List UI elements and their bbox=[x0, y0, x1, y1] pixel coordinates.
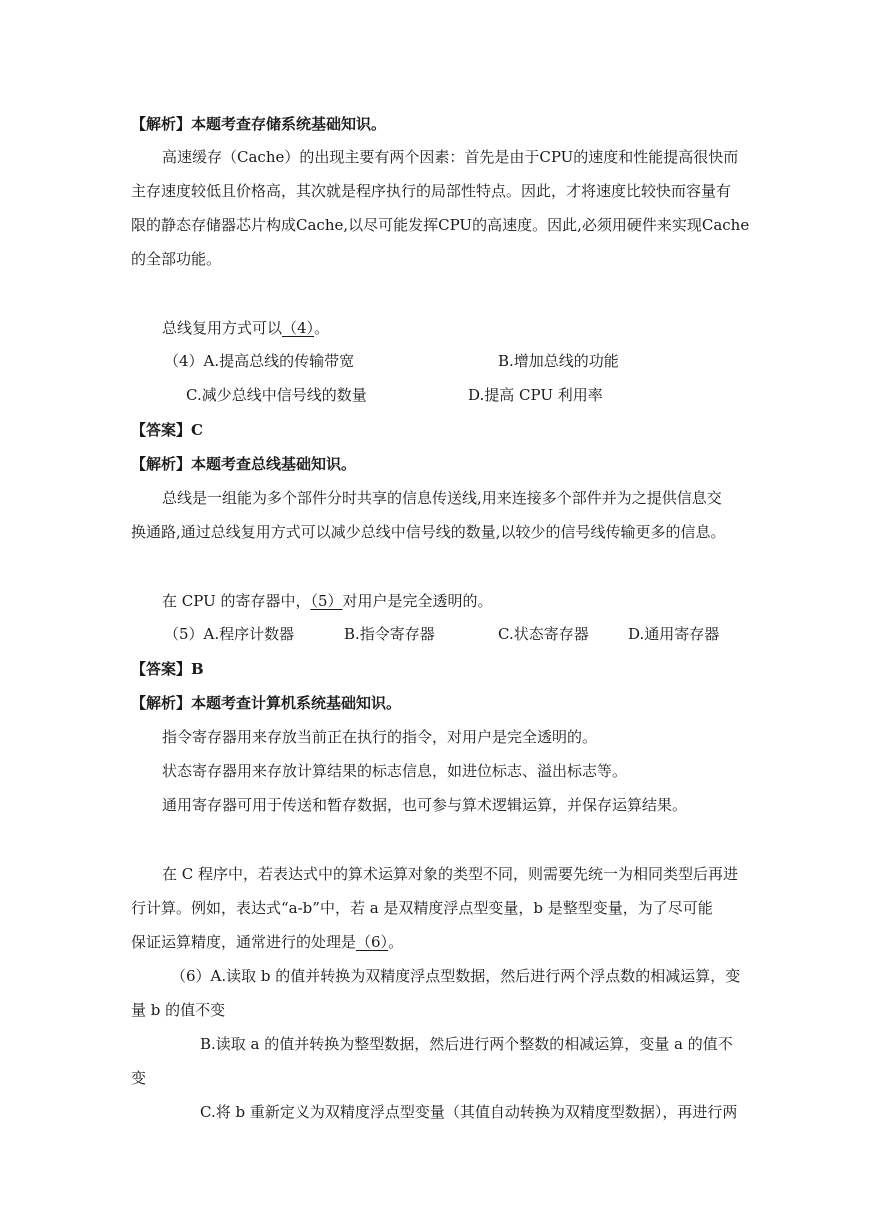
analysis-title: 本题考查计算机系统基础知识。 bbox=[191, 694, 402, 712]
q6-stem-line-1: 在 C 程序中，若表达式中的算术运算对象的类型不同，则需要先统一为相同类型后再进 bbox=[162, 865, 739, 883]
q3-analysis-line-4: 的全部功能。 bbox=[131, 250, 222, 268]
q5-stem-end: 对用户是完全透明的。 bbox=[342, 592, 493, 610]
analysis-title: 本题考查存储系统基础知识。 bbox=[191, 115, 387, 133]
q5-analysis-heading bbox=[131, 693, 401, 713]
q4-analysis-line-1: 总线是一组能为多个部件分时共享的信息传送线,用来连接多个部件并为之提供信息交 bbox=[162, 489, 722, 507]
q4-analysis-line-2: 换通路,通过总线复用方式可以减少总线中信号线的数量,以较少的信号线传输更多的信息。 bbox=[131, 523, 726, 541]
q6-option-b-line-1: B.读取 a 的值并转换为整型数据，然后进行两个整数的相减运算，变量 a 的值不 bbox=[200, 1035, 733, 1053]
q6-stem-line-2: 行计算。例如，表达式“a-b”中，若 a 是双精度浮点型变量，b 是整型变量，为了尽可能 bbox=[131, 899, 713, 917]
q4-option-b: B.增加总线的功能 bbox=[498, 352, 619, 370]
q4-option-a: （4）A.提高总线的传输带宽 bbox=[164, 352, 355, 370]
q3-analysis-heading bbox=[131, 114, 386, 134]
analysis-label: 【解析】 bbox=[131, 455, 192, 473]
q4-stem-text: 总线复用方式可以 bbox=[162, 319, 283, 337]
q5-option-d: D.通用寄存器 bbox=[628, 625, 720, 643]
q4-stem-end: 。 bbox=[314, 319, 330, 337]
analysis-label: 【解析】 bbox=[131, 694, 192, 712]
analysis-title: 本题考查总线基础知识。 bbox=[191, 455, 357, 473]
q6-option-a-line-2: 量 b 的值不变 bbox=[131, 1001, 226, 1019]
q5-analysis-line-1: 指令寄存器用来存放当前正在执行的指令，对用户是完全透明的。 bbox=[162, 728, 598, 746]
q6-stem-end: 。 bbox=[388, 933, 404, 951]
q3-analysis-line-3: 限的静态存储器芯片构成Cache,以尽可能发挥CPU的高速度。因此,必须用硬件来实现Cache bbox=[131, 216, 750, 234]
q6-stem-line-3 bbox=[131, 932, 403, 952]
q6-stem-text: 保证运算精度，通常进行的处理是 bbox=[131, 933, 357, 951]
q5-analysis-line-3: 通用寄存器可用于传送和暂存数据，也可参与算术逻辑运算，并保存运算结果。 bbox=[162, 796, 688, 814]
q4-option-c: C.减少总线中信号线的数量 bbox=[186, 386, 367, 404]
q4-analysis-heading bbox=[131, 454, 356, 474]
q5-stem bbox=[162, 591, 493, 611]
q5-answer: 【答案】B bbox=[131, 660, 204, 678]
analysis-label: 【解析】 bbox=[131, 115, 192, 133]
q5-option-b: B.指令寄存器 bbox=[344, 625, 435, 643]
q5-option-c: C.状态寄存器 bbox=[498, 625, 589, 643]
q5-option-a: （5）A.程序计数器 bbox=[164, 625, 295, 643]
q4-blank: （4） bbox=[282, 319, 315, 337]
q4-answer: 【答案】C bbox=[131, 421, 203, 439]
q5-analysis-line-2: 状态寄存器用来存放计算结果的标志信息，如进位标志、溢出标志等。 bbox=[162, 762, 628, 780]
q3-analysis-line-1: 高速缓存（Cache）的出现主要有两个因素：首先是由于CPU的速度和性能提高很快而 bbox=[162, 148, 739, 166]
q6-option-c-line-1: C.将 b 重新定义为双精度浮点型变量（其值自动转换为双精度型数据），再进行两 bbox=[200, 1103, 738, 1121]
q4-option-d: D.提高 CPU 利用率 bbox=[468, 386, 603, 404]
q5-blank: （5） bbox=[310, 592, 343, 610]
q6-option-b-line-2: 变 bbox=[131, 1069, 147, 1087]
q4-stem bbox=[162, 318, 329, 338]
q6-blank: （6） bbox=[356, 933, 389, 951]
q3-analysis-line-2: 主存速度较低且价格高，其次就是程序执行的局部性特点。因此，才将速度比较快而容量有 bbox=[131, 182, 732, 200]
q6-option-a-line-1: （6）A.读取 b 的值并转换为双精度浮点型数据，然后进行两个浮点数的相减运算，变 bbox=[171, 967, 741, 985]
q5-stem-text: 在 CPU 的寄存器中， bbox=[162, 592, 311, 610]
